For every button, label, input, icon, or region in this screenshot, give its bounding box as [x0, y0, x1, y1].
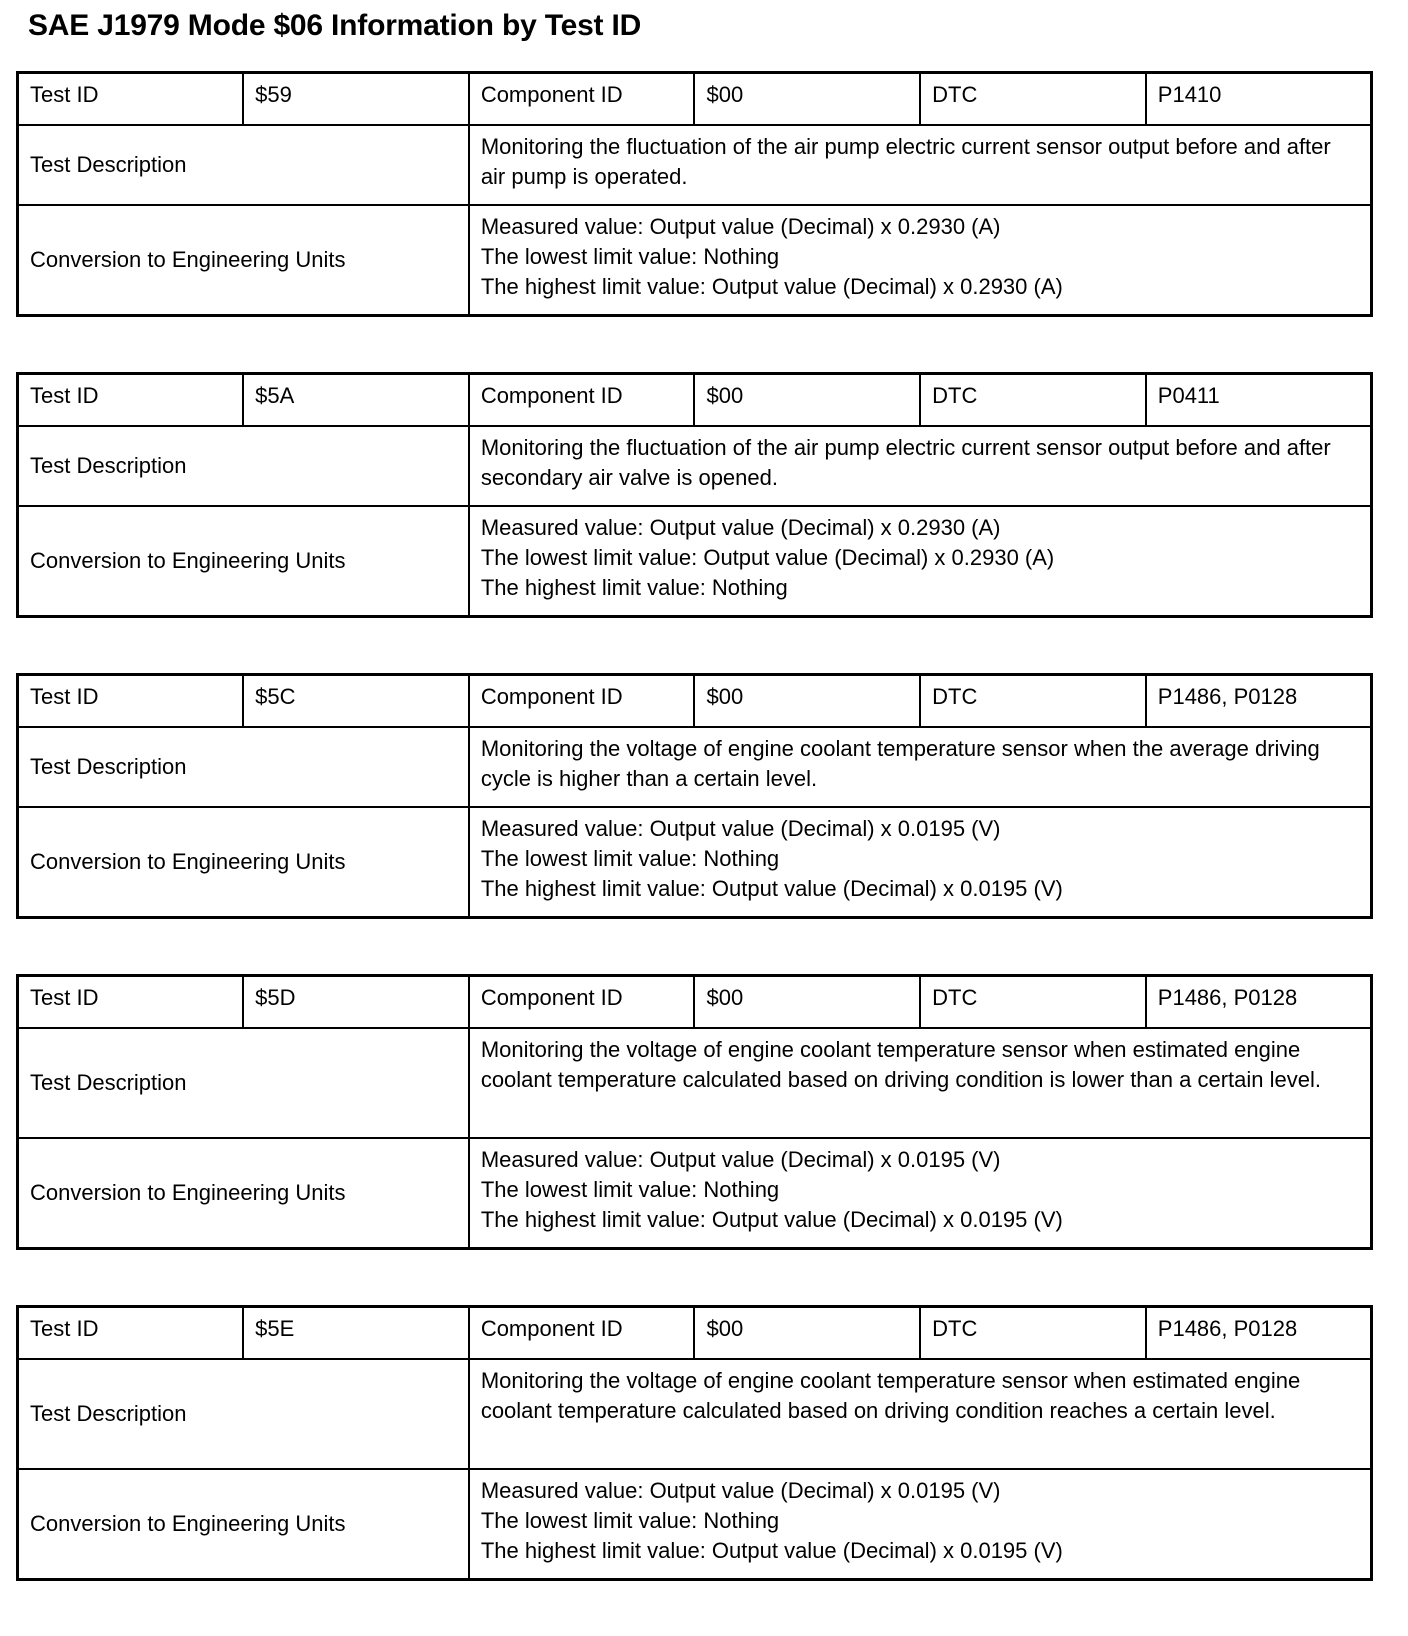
conversion-value: [469, 506, 1372, 617]
conversion-label: Conversion to Engineering Units: [18, 205, 469, 316]
conversion-label: Conversion to Engineering Units: [18, 1138, 469, 1249]
conversion-row: [18, 205, 1372, 316]
measured-value-line: Measured value: Output value (Decimal) x 0.0195 (V): [480, 816, 1001, 841]
conversion-value: [469, 1138, 1372, 1249]
component-id-label: Component ID: [469, 1307, 695, 1360]
header-row: [18, 1307, 1372, 1360]
dtc-label: DTC: [920, 374, 1146, 427]
conversion-label: Conversion to Engineering Units: [18, 506, 469, 617]
dtc-label: DTC: [920, 976, 1146, 1029]
component-id-label: Component ID: [469, 976, 695, 1029]
component-id-label: Component ID: [469, 73, 695, 126]
component-id-value: $00: [694, 73, 920, 126]
measured-value-line: Measured value: Output value (Decimal) x 0.0195 (V): [480, 1147, 1001, 1172]
description-row: [18, 1028, 1372, 1138]
dtc-label: DTC: [920, 1307, 1146, 1360]
test-description-value: Monitoring the voltage of engine coolant temperature sensor when the average driving cycle is higher than a certain level.: [469, 727, 1372, 807]
test-id-label: Test ID: [18, 976, 244, 1029]
lowest-limit-line: The lowest limit value: Nothing: [480, 846, 780, 871]
test-description-value: Monitoring the voltage of engine coolant temperature sensor when estimated engine coolant temperature calculated based on driving condition is lower than a certain level.: [469, 1028, 1372, 1138]
measured-value-line: Measured value: Output value (Decimal) x 0.0195 (V): [480, 1478, 1001, 1503]
test-table-5e: [16, 1305, 1373, 1581]
test-description-label: Test Description: [18, 1028, 469, 1138]
lowest-limit-line: The lowest limit value: Output value (Decimal) x 0.2930 (A): [480, 545, 1055, 570]
test-description-label: Test Description: [18, 125, 469, 205]
test-description-value: Monitoring the voltage of engine coolant temperature sensor when estimated engine coolant temperature calculated based on driving condition reaches a certain level.: [469, 1359, 1372, 1469]
component-id-value: $00: [694, 1307, 920, 1360]
header-row: [18, 675, 1372, 728]
component-id-label: Component ID: [469, 675, 695, 728]
test-description-label: Test Description: [18, 426, 469, 506]
test-id-label: Test ID: [18, 374, 244, 427]
dtc-value: P1410: [1146, 73, 1372, 126]
test-id-value: $5E: [243, 1307, 469, 1360]
test-id-label: Test ID: [18, 675, 244, 728]
test-id-tables: [16, 71, 1373, 1636]
conversion-row: [18, 1138, 1372, 1249]
test-table-5c: [16, 673, 1373, 919]
description-row: [18, 426, 1372, 506]
test-description-label: Test Description: [18, 727, 469, 807]
dtc-value: P0411: [1146, 374, 1372, 427]
test-id-value: $59: [243, 73, 469, 126]
test-id-value: $5A: [243, 374, 469, 427]
test-id-label: Test ID: [18, 73, 244, 126]
dtc-label: DTC: [920, 73, 1146, 126]
test-description-label: Test Description: [18, 1359, 469, 1469]
page-title: SAE J1979 Mode $06 Information by Test ID: [28, 9, 642, 42]
component-id-value: $00: [694, 675, 920, 728]
header-row: [18, 73, 1372, 126]
component-id-value: $00: [694, 976, 920, 1029]
conversion-row: [18, 506, 1372, 617]
test-table-5d: [16, 974, 1373, 1250]
header-row: [18, 374, 1372, 427]
test-table-5a: [16, 372, 1373, 618]
conversion-value: [469, 807, 1372, 918]
dtc-value: P1486, P0128: [1146, 675, 1372, 728]
lowest-limit-line: The lowest limit value: Nothing: [480, 1508, 780, 1533]
lowest-limit-line: The lowest limit value: Nothing: [480, 1177, 780, 1202]
description-row: [18, 125, 1372, 205]
test-id-value: $5D: [243, 976, 469, 1029]
highest-limit-line: The highest limit value: Output value (Decimal) x 0.0195 (V): [480, 1207, 1063, 1232]
component-id-value: $00: [694, 374, 920, 427]
component-id-label: Component ID: [469, 374, 695, 427]
measured-value-line: Measured value: Output value (Decimal) x 0.2930 (A): [480, 214, 1001, 239]
description-row: [18, 1359, 1372, 1469]
highest-limit-line: The highest limit value: Nothing: [480, 575, 788, 600]
conversion-value: [469, 205, 1372, 316]
description-row: [18, 727, 1372, 807]
highest-limit-line: The highest limit value: Output value (Decimal) x 0.2930 (A): [480, 274, 1063, 299]
lowest-limit-line: The lowest limit value: Nothing: [480, 244, 780, 269]
test-description-value: Monitoring the fluctuation of the air pump electric current sensor output before and after air pump is operated.: [469, 125, 1372, 205]
header-row: [18, 976, 1372, 1029]
highest-limit-line: The highest limit value: Output value (Decimal) x 0.0195 (V): [480, 1538, 1063, 1563]
measured-value-line: Measured value: Output value (Decimal) x 0.2930 (A): [480, 515, 1001, 540]
dtc-value: P1486, P0128: [1146, 976, 1372, 1029]
conversion-row: [18, 1469, 1372, 1580]
conversion-label: Conversion to Engineering Units: [18, 1469, 469, 1580]
dtc-value: P1486, P0128: [1146, 1307, 1372, 1360]
conversion-row: [18, 807, 1372, 918]
conversion-label: Conversion to Engineering Units: [18, 807, 469, 918]
test-description-value: Monitoring the fluctuation of the air pump electric current sensor output before and after secondary air valve is opened.: [469, 426, 1372, 506]
test-table-59: [16, 71, 1373, 317]
test-id-label: Test ID: [18, 1307, 244, 1360]
test-id-value: $5C: [243, 675, 469, 728]
dtc-label: DTC: [920, 675, 1146, 728]
conversion-value: [469, 1469, 1372, 1580]
highest-limit-line: The highest limit value: Output value (Decimal) x 0.0195 (V): [480, 876, 1063, 901]
